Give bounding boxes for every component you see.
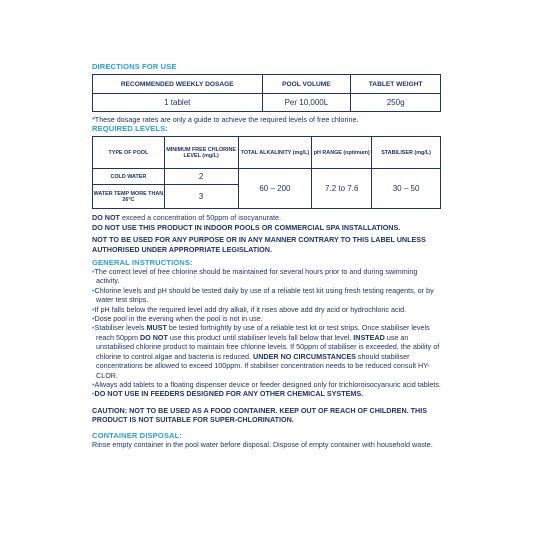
required-levels-table (92, 136, 441, 209)
instruction-emphasis: UNDER NO CIRCUMSTANCES (253, 351, 356, 361)
ph-header: pH RANGE (optimum) (312, 137, 372, 169)
legal-warning: NOT TO BE USED FOR ANY PURPOSE OR IN ANY MANNER CONTRARY TO THIS LABEL UNLESS AUTHORISED UNDER APPROPRIATE LEGISLATION. (92, 235, 426, 254)
weight-value: 250g (351, 94, 441, 112)
stabiliser-header: STABILISER (mg/L) (372, 137, 441, 169)
dosage-note: *These dosage rates are only a guide to achieve the required levels of free chlorine. (92, 115, 359, 124)
warm-water-chlorine: 3 (164, 185, 238, 209)
ph-value: 7.2 to 7.6 (312, 169, 372, 209)
label-panel (92, 62, 442, 449)
container-disposal-text: Rinse empty container in the pool water before disposal. Dispose of empty container with household waste. (92, 439, 433, 449)
directions-heading: DIRECTIONS FOR USE (92, 62, 177, 71)
required-levels-heading: REQUIRED LEVELS: (92, 124, 168, 134)
instruction-text: should stabiliser concentrations be allowed to exceed 100ppm. If stabiliser concentration needs to be reduced consult HY-CLOR. (96, 351, 430, 380)
instruction-text: use an unstabilised chlorine product to maintain free chlorine levels. If 50ppm of stabiliser is exceeded, the ability of chlorine to control algae and bacteria is reduced. (96, 332, 440, 361)
caution-text: CAUTION: NOT TO BE USED AS A FOOD CONTAINER. KEEP OUT OF REACH OF CHILDREN. THIS PRODUCT IS NOT SUITABLE FOR SUPER-CHLORINATION. (92, 405, 428, 425)
general-instructions-list (92, 267, 442, 399)
instruction-text: be tested fortnightly by use of a reliable test kit or test strips. Once stabiliser levels reach 50ppm (96, 323, 430, 342)
instruction-text: DO NOT USE IN FEEDERS DESIGNED FOR ANY OTHER CHEMICAL SYSTEMS. (94, 389, 364, 399)
isocyanurate-do-not: DO NOT (92, 213, 120, 223)
dosage-value: 1 tablet (93, 94, 263, 112)
weight-header: TABLET WEIGHT (351, 75, 441, 94)
volume-value: Per 10,000L (262, 94, 351, 112)
instruction-text: Dose pool in the evening when the pool is not in use. (94, 314, 263, 324)
instruction-item (92, 389, 442, 398)
instruction-text: Always add tablets to a floating dispenser device or feeder designed only for trichloroisocyanuric acid tablets. (94, 379, 441, 389)
instruction-item (92, 305, 442, 314)
instruction-item (92, 314, 442, 323)
instruction-item (92, 286, 442, 305)
instruction-text: The correct level of free chlorine should be maintained for several hours prior to and during swimming activity. (94, 267, 418, 286)
stabiliser-value: 30 – 50 (372, 169, 441, 209)
dosage-table (92, 74, 441, 112)
instruction-emphasis: INSTEAD (353, 332, 385, 342)
indoor-warning: DO NOT USE THIS PRODUCT IN INDOOR POOLS OR COMMERCIAL SPA INSTALLATIONS. (92, 222, 401, 232)
instruction-item (92, 380, 442, 389)
isocyanurate-text: exceed a concentration of 50ppm of isocyanurate. (119, 213, 281, 223)
instruction-text: Stabiliser levels (94, 323, 147, 333)
type-header: TYPE OF POOL (93, 137, 165, 169)
instruction-item (92, 323, 442, 379)
isocyanurate-warning (92, 213, 442, 222)
instruction-emphasis: DO NOT (139, 332, 168, 342)
cold-water-chlorine: 2 (164, 169, 238, 185)
dosage-header: RECOMMENDED WEEKLY DOSAGE (93, 75, 263, 94)
general-instructions-heading: GENERAL INSTRUCTIONS: (92, 258, 193, 268)
container-disposal-heading: CONTAINER DISPOSAL: (92, 430, 182, 440)
instruction-text: use this product until stabiliser levels fall below that level. (167, 332, 354, 342)
min-chlorine-header: MINIMUM FREE CHLORINE LEVEL (mg/L) (164, 137, 238, 169)
alkalinity-value: 60 – 200 (238, 169, 312, 209)
instruction-text: Chlorine levels and pH should be tested daily by use of a reliable test kit using fresh testing reagents, or by water test strips. (94, 285, 434, 305)
instruction-text: If pH falls below the required level add dry alkali, if it rises above add dry acid or hydrochloric acid. (94, 304, 407, 314)
alkalinity-header: TOTAL ALKALINITY (mg/L) (238, 137, 312, 169)
volume-header: POOL VOLUME (262, 75, 351, 94)
row-warm-water: WATER TEMP MORE THAN 26°C (93, 185, 165, 209)
row-cold-water: COLD WATER (93, 169, 165, 185)
instruction-emphasis: MUST (146, 323, 167, 333)
instruction-item (92, 267, 442, 286)
